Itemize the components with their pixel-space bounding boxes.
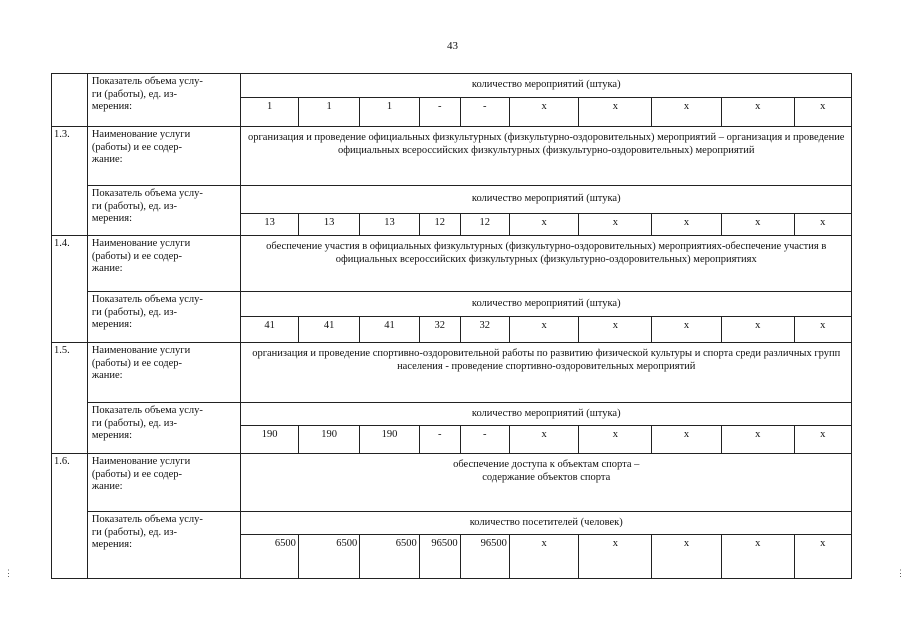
value-cell: -	[460, 426, 509, 454]
service-line: (работы) и ее содер-	[91, 468, 183, 480]
block-1-number: 1.3.	[52, 127, 88, 236]
block-1-service-label	[87, 127, 241, 186]
description-line: обеспечение доступа к объектам спорта –	[453, 459, 640, 470]
scan-edge-mark: ⋮	[4, 568, 13, 578]
scan-edge-mark: ⋮	[896, 568, 905, 578]
value-cell: х	[721, 426, 794, 454]
services-table	[51, 73, 852, 579]
value-cell: 32	[419, 317, 460, 343]
value-cell: х	[579, 426, 652, 454]
value-cell: 6500	[241, 535, 298, 579]
service-line: Наименование услуги	[91, 345, 191, 356]
value-cell: 96500	[460, 535, 509, 579]
block-1-description: организация и проведение официальных физкультурных (физкультурно-оздоровительных) мероприятий – организация и проведение официальных всероссийских физкультурных (физкультурно-оздоровительных) мероприятий	[241, 127, 852, 186]
indicator-line: ги (работы), ед. из-	[91, 88, 178, 100]
block-1-indicator-label	[87, 186, 241, 236]
block-2-unit: количество мероприятий (штука)	[241, 292, 852, 317]
value-cell: х	[579, 317, 652, 343]
value-cell: 6500	[298, 535, 359, 579]
value-cell: х	[579, 535, 652, 579]
block-3-service-label	[87, 343, 241, 403]
value-cell: 1	[298, 98, 359, 127]
value-cell: 190	[298, 426, 359, 454]
service-line: жание:	[91, 154, 123, 165]
block-1-service-row	[52, 127, 852, 186]
block-3-indicator-label	[87, 403, 241, 454]
value-cell: х	[509, 317, 579, 343]
block-0-number	[52, 74, 88, 127]
indicator-line: мерения:	[91, 430, 133, 441]
value-cell: 190	[360, 426, 419, 454]
service-line: (работы) и ее содер-	[91, 141, 183, 153]
value-cell: 13	[241, 214, 298, 236]
value-cell: х	[794, 535, 851, 579]
block-4-indicator-label	[87, 512, 241, 579]
value-cell: х	[721, 535, 794, 579]
value-cell: х	[721, 98, 794, 127]
indicator-line: Показатель объема услу-	[91, 188, 203, 199]
value-cell: 12	[460, 214, 509, 236]
block-2-service-label	[87, 236, 241, 292]
block-2-indicator-label	[87, 292, 241, 343]
block-2-number: 1.4.	[52, 236, 88, 343]
service-line: Наименование услуги	[91, 129, 191, 140]
service-line: жание:	[91, 370, 123, 381]
value-cell: х	[652, 535, 722, 579]
value-cell: х	[509, 98, 579, 127]
value-cell: 13	[298, 214, 359, 236]
indicator-line: ги (работы), ед. из-	[91, 417, 178, 429]
indicator-line: ги (работы), ед. из-	[91, 200, 178, 212]
indicator-line: ги (работы), ед. из-	[91, 526, 178, 538]
service-line: (работы) и ее содер-	[91, 250, 183, 262]
indicator-line: мерения:	[91, 101, 133, 112]
value-cell: 41	[360, 317, 419, 343]
block-3-description: организация и проведение спортивно-оздоровительной работы по развитию физической культуры и спорта среди различных групп населения - проведение спортивно-оздоровительных мероприятий	[241, 343, 852, 403]
block-3-unit: количество мероприятий (штука)	[241, 403, 852, 426]
block-1-unit-row	[52, 186, 852, 214]
block-4-number: 1.6.	[52, 454, 88, 579]
service-line: (работы) и ее содер-	[91, 357, 183, 369]
value-cell: 190	[241, 426, 298, 454]
service-line: Наименование услуги	[91, 238, 191, 249]
value-cell: х	[721, 214, 794, 236]
indicator-line: Показатель объема услу-	[91, 76, 203, 87]
value-cell: х	[509, 426, 579, 454]
block-0-unit: количество мероприятий (штука)	[241, 74, 852, 98]
value-cell: 1	[360, 98, 419, 127]
value-cell: х	[652, 98, 722, 127]
indicator-line: Показатель объема услу-	[91, 405, 203, 416]
block-3-service-row	[52, 343, 852, 403]
block-0-indicator-label	[87, 74, 241, 127]
value-cell: х	[794, 214, 851, 236]
value-cell: 13	[360, 214, 419, 236]
block-3-unit-row	[52, 403, 852, 426]
service-line: Наименование услуги	[91, 456, 191, 467]
block-4-unit-row	[52, 512, 852, 535]
indicator-line: Показатель объема услу-	[91, 294, 203, 305]
value-cell: х	[794, 98, 851, 127]
block-1-unit: количество мероприятий (штука)	[241, 186, 852, 214]
service-line: жание:	[91, 263, 123, 274]
indicator-line: мерения:	[91, 319, 133, 330]
value-cell: 6500	[360, 535, 419, 579]
value-cell: 41	[241, 317, 298, 343]
value-cell: х	[794, 426, 851, 454]
value-cell: х	[579, 98, 652, 127]
value-cell: х	[794, 317, 851, 343]
value-cell: х	[652, 317, 722, 343]
indicator-line: мерения:	[91, 213, 133, 224]
indicator-line: Показатель объема услу-	[91, 514, 203, 525]
block-2-unit-row	[52, 292, 852, 317]
block-3-number: 1.5.	[52, 343, 88, 454]
block-4-unit: количество посетителей (человек)	[241, 512, 852, 535]
value-cell: х	[509, 214, 579, 236]
value-cell: 32	[460, 317, 509, 343]
block-4-service-label	[87, 454, 241, 512]
value-cell: х	[721, 317, 794, 343]
indicator-line: мерения:	[91, 539, 133, 550]
value-cell: -	[460, 98, 509, 127]
service-line: жание:	[91, 481, 123, 492]
block-4-description	[241, 454, 852, 512]
value-cell: х	[652, 214, 722, 236]
block-4-service-row	[52, 454, 852, 512]
value-cell: 1	[241, 98, 298, 127]
value-cell: х	[652, 426, 722, 454]
value-cell: 12	[419, 214, 460, 236]
value-cell: х	[579, 214, 652, 236]
value-cell: х	[509, 535, 579, 579]
block-2-description: обеспечение участия в официальных физкультурных (физкультурно-оздоровительных) мероприятиях-обеспечение участия в официальных всероссийских физкультурных (физкультурно-оздоровительных) мероприятиях	[241, 236, 852, 292]
page-number: 43	[447, 40, 458, 52]
indicator-line: ги (работы), ед. из-	[91, 306, 178, 318]
description-line: содержание объектов спорта	[482, 471, 611, 483]
value-cell: -	[419, 426, 460, 454]
block-0-unit-row	[52, 74, 852, 98]
value-cell: 41	[298, 317, 359, 343]
block-2-service-row	[52, 236, 852, 292]
value-cell: -	[419, 98, 460, 127]
value-cell: 96500	[419, 535, 460, 579]
